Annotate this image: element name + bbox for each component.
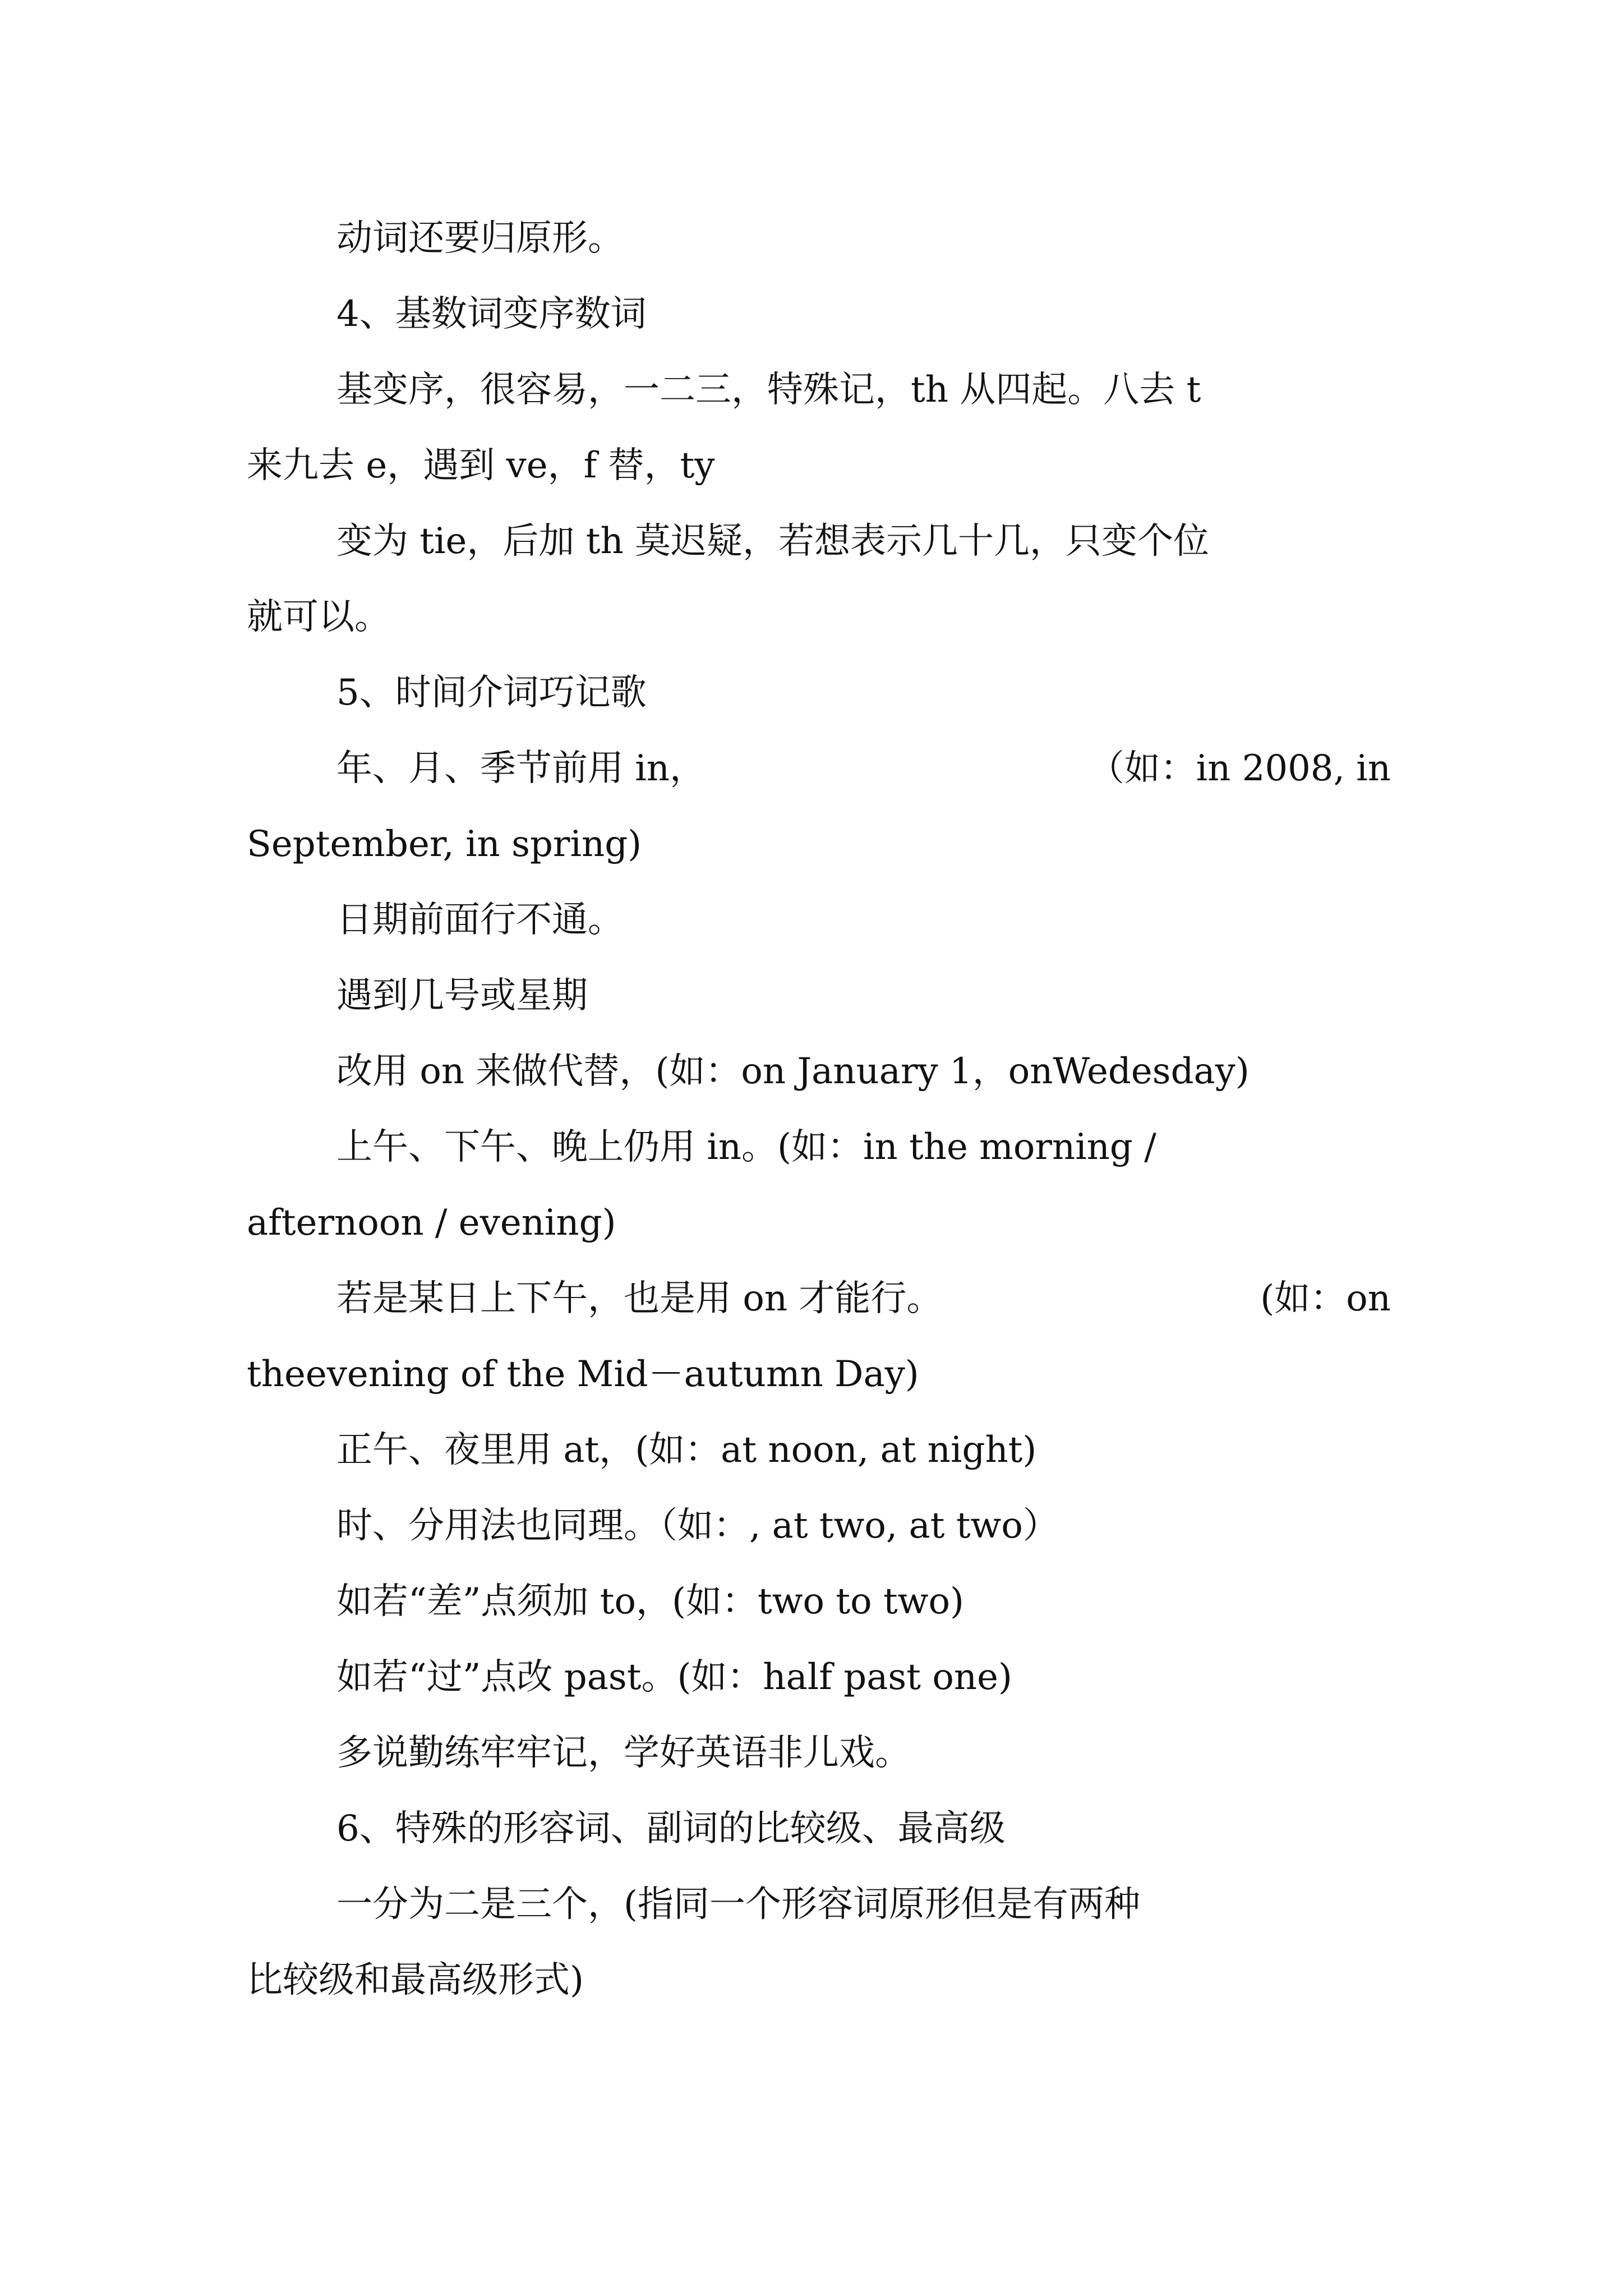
text-line-1: 动词还要归原形。 (336, 218, 624, 259)
text-line-14: afternoon / evening) (247, 1202, 616, 1244)
text-line-8-left: 年、月、季节前用 in， (336, 748, 706, 789)
text-line-12: 改用 on 来做代替，(如：on January 1，onWedesday) (336, 1051, 1249, 1092)
text-line-10: 日期前面行不通。 (336, 899, 624, 941)
heading-time-prepositions: 5、时间介词巧记歌 (336, 672, 647, 714)
text-line-5: 变为 tie，后加 th 莫迟疑，若想表示几十几，只变个位 (336, 521, 1210, 562)
text-line-24: 比较级和最高级形式) (247, 1959, 584, 2001)
text-line-8 (336, 746, 1391, 791)
heading-special-comparatives: 6、特殊的形容词、副词的比较级、最高级 (336, 1808, 1006, 1849)
text-line-23: 一分为二是三个，(指同一个形容词原形但是有两种 (336, 1884, 1140, 1925)
text-line-13: 上午、下午、晚上仍用 in。(如：in the morning / (336, 1126, 1156, 1168)
text-line-15 (336, 1276, 1391, 1321)
text-line-3: 基变序，很容易，一二三，特殊记，th 从四起。八去 t (336, 369, 1201, 411)
text-line-6: 就可以。 (247, 596, 390, 638)
text-line-16: theevening of the Mid－autumn Day) (247, 1354, 919, 1395)
text-line-15-right: (如：on (1260, 1278, 1391, 1319)
text-line-18: 时、分用法也同理。（如：, at two, at two） (336, 1505, 1059, 1547)
text-line-8-right: （如：in 2008, in (1088, 748, 1391, 789)
text-line-20: 如若“过”点改 past。(如：half past one) (336, 1657, 1012, 1698)
text-line-19: 如若“差”点须加 to，(如：two to two) (336, 1581, 964, 1622)
text-line-11: 遇到几号或星期 (336, 975, 588, 1016)
text-line-17: 正午、夜里用 at，(如：at noon, at night) (336, 1429, 1037, 1471)
text-line-15-left: 若是某日上下午，也是用 on 才能行。 (336, 1278, 943, 1319)
text-line-4: 来九去 e，遇到 ve，f 替，ty (247, 445, 715, 486)
text-line-9: September, in spring) (247, 823, 642, 865)
text-line-21: 多说勤练牢牢记，学好英语非儿戏。 (336, 1732, 911, 1774)
heading-cardinal-to-ordinal: 4、基数词变序数词 (336, 293, 647, 335)
